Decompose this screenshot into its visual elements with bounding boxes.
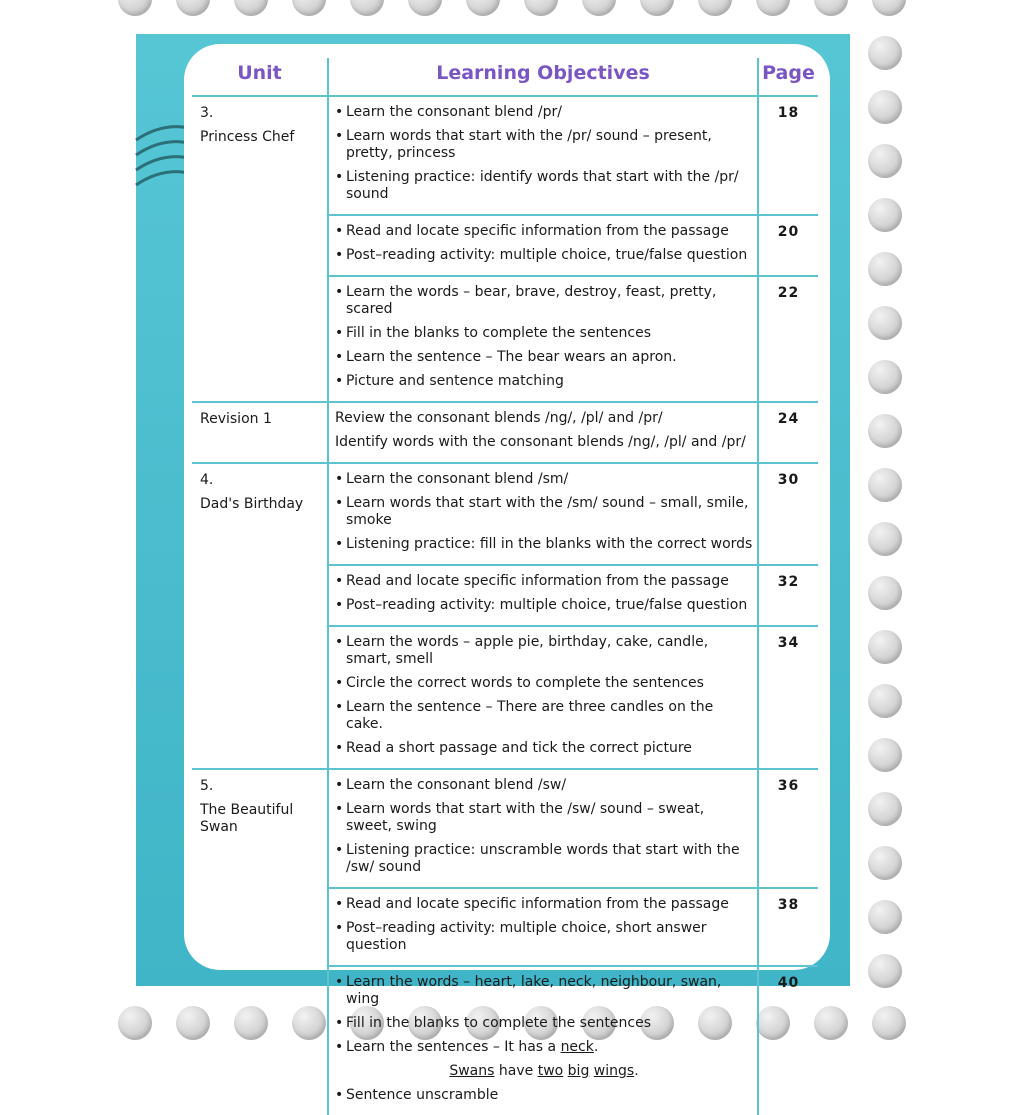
objectives-cell <box>328 565 758 626</box>
unit-name: Dad's Birthday <box>200 496 304 512</box>
unit-cell <box>192 769 328 1115</box>
objective-item: • Read and locate specific information from the passage <box>335 573 753 590</box>
objective-item <box>335 1039 753 1056</box>
page-number: 30 <box>758 463 818 565</box>
objectives-cell <box>328 626 758 769</box>
objective-item: • Learn the words – bear, brave, destroy, feast, pretty, scared <box>335 284 753 318</box>
underlined-word: neck <box>560 1039 594 1055</box>
page-number: 38 <box>758 888 818 966</box>
unit-number: 3. <box>200 105 214 121</box>
objective-item: • Listening practice: fill in the blanks with the correct words <box>335 536 753 553</box>
page-number: 18 <box>758 96 818 215</box>
decorative-dot <box>868 36 902 70</box>
decorative-dot <box>868 414 902 448</box>
objective-item: • Fill in the blanks to complete the sentences <box>335 325 753 342</box>
objective-item: • Listening practice: unscramble words that start with the /sw/ sound <box>335 842 753 876</box>
page-number: 22 <box>758 276 818 402</box>
unit-column-header: Unit <box>192 58 328 96</box>
underlined-word: wings <box>593 1063 635 1079</box>
underlined-word: Swans <box>449 1063 495 1079</box>
example-sentence <box>335 1063 753 1080</box>
decorative-dot <box>868 846 902 880</box>
unit-cell <box>192 463 328 769</box>
unit-number: 4. <box>200 472 214 488</box>
objective-item: • Read a short passage and tick the correct picture <box>335 740 753 757</box>
page-number: 20 <box>758 215 818 276</box>
unit-number: 5. <box>200 778 214 794</box>
table-row <box>192 463 818 565</box>
page-number: 36 <box>758 769 818 888</box>
unit-cell <box>192 402 328 463</box>
decorative-dot <box>868 954 902 988</box>
objective-item: • Learn words that start with the /sm/ sound – small, smile, smoke <box>335 495 753 529</box>
page-number: 34 <box>758 626 818 769</box>
objectives-cell <box>328 215 758 276</box>
page-column-header: Page <box>758 58 818 96</box>
page-number: 32 <box>758 565 818 626</box>
objectives-cell <box>328 966 758 1115</box>
objective-item: • Listening practice: identify words that start with the /pr/ sound <box>335 169 753 203</box>
decorative-dot <box>868 684 902 718</box>
decorative-dot <box>868 576 902 610</box>
objective-item: • Sentence unscramble <box>335 1087 753 1104</box>
sentence-prefix: Learn the sentences – It has a <box>346 1039 561 1055</box>
table-row <box>192 96 818 215</box>
objective-item: • Learn words that start with the /sw/ sound – sweat, sweet, swing <box>335 801 753 835</box>
objectives-cell <box>328 402 758 463</box>
page-number: 40 <box>777 975 800 991</box>
table-row <box>192 402 818 463</box>
decorative-dot <box>868 360 902 394</box>
decorative-dot <box>868 252 902 286</box>
decorative-dot <box>814 1006 848 1040</box>
decorative-dot <box>872 1006 906 1040</box>
objectives-cell <box>328 96 758 215</box>
objective-line: Review the consonant blends /ng/, /pl/ and /pr/ <box>335 410 663 426</box>
sentence-end: . <box>593 1039 599 1055</box>
unit-name: The Beautiful Swan <box>200 802 294 835</box>
decorative-dot <box>868 900 902 934</box>
objective-item: • Learn the sentence – There are three candles on the cake. <box>335 699 753 733</box>
decorative-dot <box>868 738 902 772</box>
objectives-cell <box>328 276 758 402</box>
unit-cell <box>192 96 328 402</box>
objective-item: • Read and locate specific information from the passage <box>335 896 753 913</box>
objective-item: • Fill in the blanks to complete the sentences <box>335 1015 753 1032</box>
unit-name: Revision 1 <box>200 411 272 427</box>
page-number: 24 <box>758 402 818 463</box>
objective-item: • Read and locate specific information from the passage <box>335 223 753 240</box>
objective-item: • Post–reading activity: multiple choice, short answer question <box>335 920 753 954</box>
decorative-dot <box>868 468 902 502</box>
objective-line: Identify words with the consonant blends /ng/, /pl/ and /pr/ <box>335 434 746 450</box>
decorative-dot <box>868 198 902 232</box>
objective-item: • Learn the consonant blend /pr/ <box>335 104 753 121</box>
unit-name: Princess Chef <box>200 129 295 145</box>
objectives-cell <box>328 888 758 966</box>
objective-item: • Picture and sentence matching <box>335 373 753 390</box>
objective-item: • Learn words that start with the /pr/ sound – present, pretty, princess <box>335 128 753 162</box>
objective-item: • Learn the words – heart, lake, neck, neighbour, swan, wing <box>335 974 753 1008</box>
decorative-dot <box>118 1006 152 1040</box>
objective-item: • Learn the words – apple pie, birthday, cake, candle, smart, smell <box>335 634 753 668</box>
objectives-column-header: Learning Objectives <box>328 58 758 96</box>
objective-item: • Learn the consonant blend /sm/ <box>335 471 753 488</box>
decorative-dot <box>868 630 902 664</box>
underlined-word: big <box>567 1063 590 1079</box>
table-row <box>192 769 818 888</box>
sentence-text: . <box>634 1063 639 1079</box>
objective-item: • Post–reading activity: multiple choice, true/false question <box>335 597 753 614</box>
objectives-cell <box>328 463 758 565</box>
objective-item: • Learn the sentence – The bear wears an apron. <box>335 349 753 366</box>
underlined-word: two <box>537 1063 564 1079</box>
objective-item: • Learn the consonant blend /sw/ <box>335 777 753 794</box>
objective-item: • Circle the correct words to complete the sentences <box>335 675 753 692</box>
table-header-row <box>192 58 818 96</box>
decorative-dot <box>868 522 902 556</box>
sentence-text: have <box>494 1063 538 1079</box>
decorative-dot <box>868 144 902 178</box>
contents-table <box>192 58 818 1115</box>
decorative-dot <box>868 792 902 826</box>
decorative-dot <box>868 306 902 340</box>
contents-card <box>184 44 830 1103</box>
decorative-dot <box>868 90 902 124</box>
objective-item: • Post–reading activity: multiple choice, true/false question <box>335 247 753 264</box>
objectives-cell <box>328 769 758 888</box>
